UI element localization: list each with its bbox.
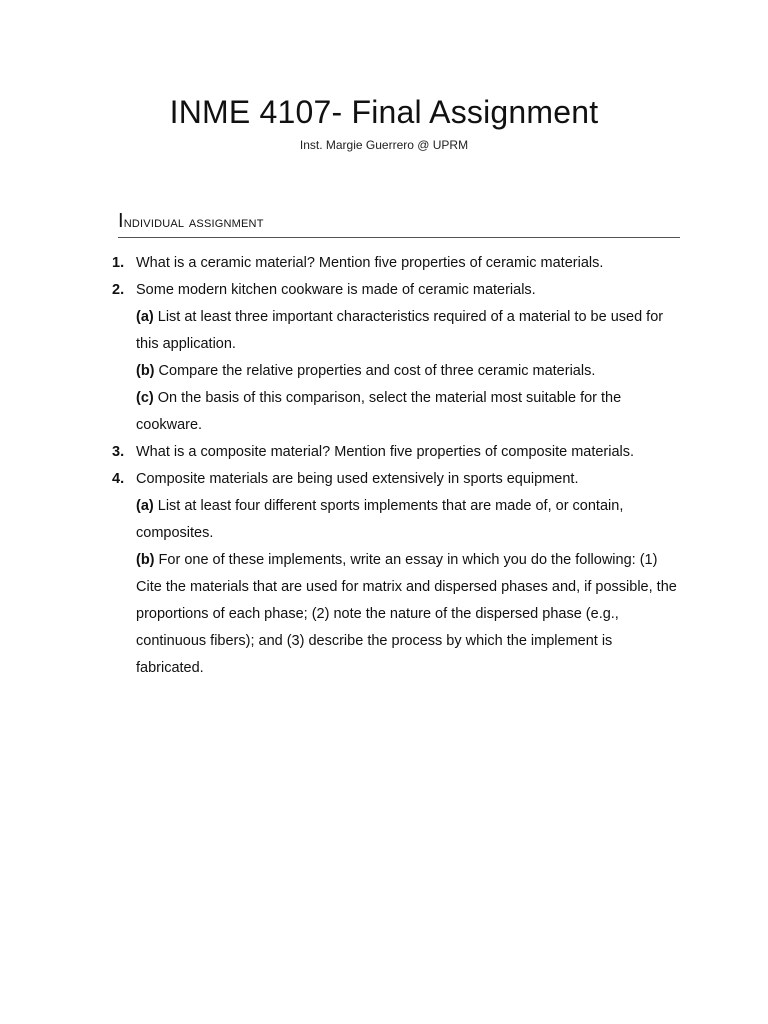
part-label: (a) — [136, 309, 154, 325]
document-subtitle: Inst. Margie Guerrero @ UPRM — [299, 138, 469, 152]
question-text: Composite materials are being used extensively in sports equipment. — [136, 471, 579, 487]
question-part-a — [136, 304, 680, 358]
question-text: What is a composite material? Mention five properties of composite materials. — [136, 444, 635, 460]
question-1 — [112, 250, 680, 277]
question-number: 4. — [112, 471, 125, 487]
document-title: INME 4107- Final Assignment — [169, 94, 599, 130]
question-4 — [112, 466, 680, 682]
question-text: Some modern kitchen cookware is made of ceramic materials. — [136, 282, 536, 298]
question-2 — [112, 277, 680, 439]
question-part-c — [136, 385, 680, 439]
question-text: What is a ceramic material? Mention five properties of ceramic materials. — [136, 255, 604, 271]
part-label: (b) — [136, 552, 155, 568]
question-part-b — [136, 547, 680, 682]
question-part-b — [136, 358, 680, 385]
question-part-a — [136, 493, 680, 547]
question-list — [112, 250, 680, 682]
section-heading-text: ndividual assignment — [123, 214, 264, 231]
question-3 — [112, 439, 680, 466]
question-number: 3. — [112, 444, 125, 460]
section-heading — [118, 210, 680, 238]
part-text: List at least four different sports implements that are made of, or contain, composites. — [136, 498, 624, 541]
part-label: (c) — [136, 390, 154, 406]
part-label: (b) — [136, 363, 155, 379]
part-text: For one of these implements, write an essay in which you do the following: (1) Cite the materials that are used for matrix and dispersed phases and, if possible, the proportions of each phase; (2) note the nature of the dispersed phase (e.g., continuous fibers); and (3) describe the process by which the implement is fabricated. — [136, 552, 677, 676]
part-text: Compare the relative properties and cost of three ceramic materials. — [154, 363, 596, 379]
part-text: List at least three important characteristics required of a material to be used for this application. — [136, 309, 664, 352]
question-number: 2. — [112, 282, 125, 298]
question-number: 1. — [112, 255, 125, 271]
part-text: On the basis of this comparison, select the material most suitable for the cookware. — [136, 390, 622, 433]
section-heading-initial: I — [118, 210, 124, 232]
part-label: (a) — [136, 498, 154, 514]
